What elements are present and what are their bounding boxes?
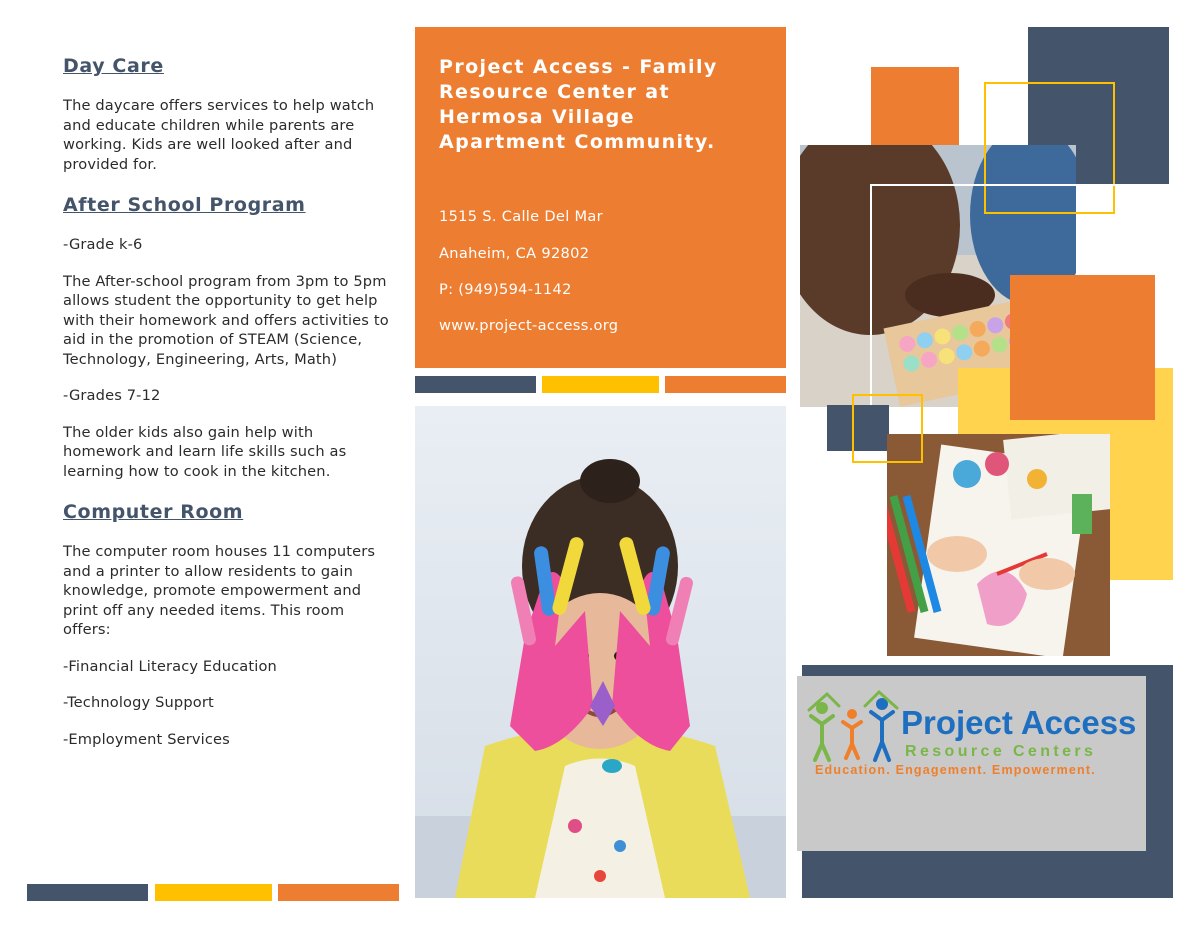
service-item-employment: -Employment Services	[63, 730, 230, 748]
logo-subtitle: Resource Centers	[905, 743, 1097, 760]
after-school-712-body: The older kids also gain help with homework and learn life skills such as learning how to cook in the kitchen.	[63, 423, 347, 480]
divider-bar-orange	[665, 376, 786, 393]
grades-k6-label: -Grade k-6	[63, 236, 143, 253]
footer-bar-gold	[155, 884, 272, 901]
service-item-technology: -Technology Support	[63, 694, 214, 711]
after-school-k6-body: The After-school program from 3pm to 5pm allows student the opportunity to get help with their homework and offers activities to aid in the promotion of STEAM (Science, Technology, Engineering, Arts, Math)	[63, 272, 389, 368]
after-school-heading: After School Program	[63, 194, 306, 216]
divider-bar-gold	[542, 376, 659, 393]
divider-bar-slate	[415, 376, 536, 393]
phone-number: P: (949)594-1142	[439, 281, 572, 298]
footer-bar-slate	[27, 884, 148, 901]
drawing-photo	[887, 434, 1110, 656]
left-column	[63, 54, 393, 766]
contact-panel	[415, 27, 786, 368]
computer-room-body: The computer room houses 11 computers and a printer to allow residents to gain knowledge, promote empowerment and print off any needed items. This room offers:	[63, 543, 376, 638]
address-line-1: 1515 S. Calle Del Mar	[439, 208, 603, 225]
logo-name: Project Access	[901, 704, 1137, 741]
website-link[interactable]: www.project-access.org	[439, 317, 619, 334]
deco-gold-outline-small	[852, 394, 923, 463]
logo-box	[797, 676, 1146, 851]
family-figures-icon	[809, 692, 897, 760]
drawing-illustration	[887, 434, 1110, 656]
deco-orange-square-top	[871, 67, 959, 147]
panel-title: Project Access - Family Resource Center at Hermosa Village Apartment Community.	[439, 56, 718, 153]
address-line-2: Anaheim, CA 92802	[439, 245, 590, 262]
daycare-heading: Day Care	[63, 55, 164, 77]
daycare-body: The daycare offers services to help watch and educate children while parents are working. Kids are well looked after and provided for.	[63, 97, 375, 173]
logo-tagline: Education. Engagement. Empowerment.	[815, 763, 1096, 777]
painted-hands-photo	[415, 406, 786, 898]
grades-712-label: -Grades 7-12	[63, 387, 161, 404]
footer-bar-orange	[278, 884, 399, 901]
computer-room-heading: Computer Room	[63, 501, 244, 523]
project-access-logo	[797, 676, 1146, 851]
deco-orange-square-overlay	[1010, 275, 1155, 420]
service-item-financial: -Financial Literacy Education	[63, 657, 277, 675]
painted-hands-illustration	[415, 406, 786, 898]
